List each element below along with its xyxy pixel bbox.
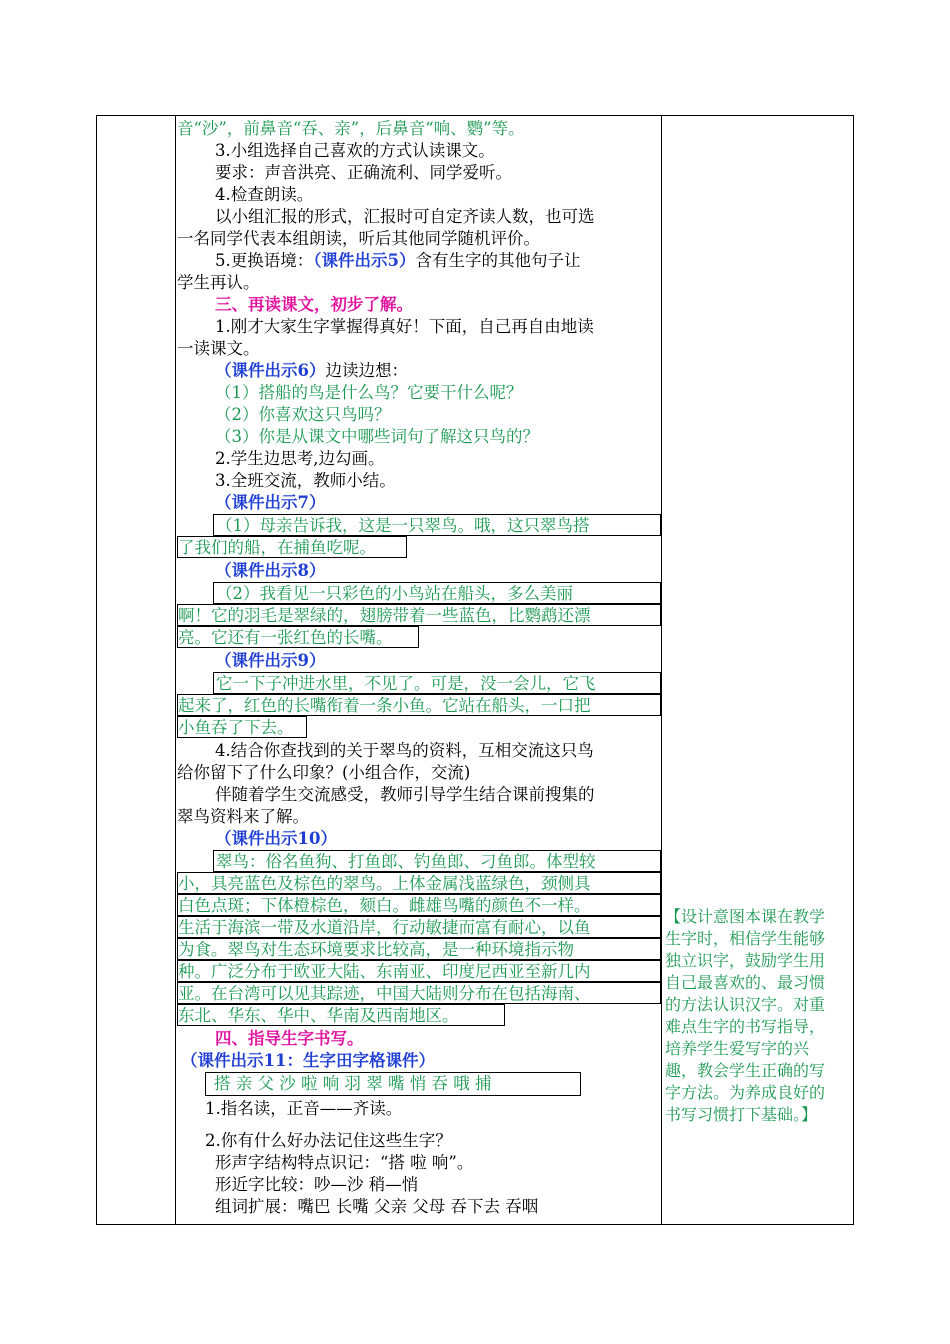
note-line: 独立识字，鼓励学生用 — [665, 951, 826, 970]
text-line: 1.刚才大家生字掌握得真好！下面，自己再自由地读 — [215, 317, 594, 336]
teaching-process-column — [177, 116, 661, 1224]
courseware-ref: （课件出示10） — [215, 829, 337, 848]
note-line: 书写习惯打下基础。】 — [665, 1105, 818, 1124]
note-line: 字方法。为养成良好的 — [665, 1083, 826, 1102]
text-line: 1.指名读，正音——齐读。 — [205, 1099, 403, 1118]
quote-line: 小鱼吞了下去。 — [177, 716, 307, 738]
note-line: 难点生字的书写指导， — [665, 1017, 826, 1036]
text-line: 4.结合你查找到的关于翠鸟的资料，互相交流这只鸟 — [215, 741, 594, 760]
section-title: 四、指导生字书写。 — [215, 1029, 364, 1048]
text-span: 含有生字的其他句子让 — [415, 251, 581, 270]
courseware-ref: （课件出示11：生字田字格课件） — [181, 1051, 435, 1070]
text-line: 形声字结构特点识记：“搭 啦 响”。 — [215, 1153, 474, 1172]
courseware-ref: （课件出示5） — [313, 251, 416, 270]
quote-line: 种。广泛分布于欧亚大陆、东南亚、印度尼西亚至新几内 — [177, 960, 661, 982]
courseware-ref: （课件出示6） — [215, 361, 326, 380]
quote-line: 东北、华东、华中、华南及西南地区。 — [177, 1004, 505, 1026]
text-line: 3.全班交流，教师小结。 — [215, 471, 396, 490]
quote-line: 它一下子冲进水里，不见了。可是，没一会儿，它飞 — [213, 672, 661, 694]
text-line: 翠鸟资料来了解。 — [177, 807, 309, 826]
question-2: （2）你喜欢这只鸟吗？ — [215, 405, 391, 424]
quote-line: （2）我看见一只彩色的小鸟站在船头，多么美丽 — [213, 582, 661, 604]
text-line: 学生再认。 — [177, 273, 260, 292]
text-line: 音“沙”，前鼻音“吞、亲”，后鼻音“响、鹦”等。 — [177, 119, 525, 138]
text-line: 一读课文。 — [177, 339, 260, 358]
design-intent-note — [665, 906, 853, 1126]
text-line: 伴随着学生交流感受，教师引导学生结合课前搜集的 — [215, 785, 595, 804]
quote-line: 白色点斑；下体橙棕色，颏白。雌雄鸟嘴的颜色不一样。 — [177, 894, 661, 916]
quote-line: 为食。翠鸟对生态环境要求比较高，是一种环境指示物 — [177, 938, 661, 960]
text-line: 一名同学代表本组朗读，听后其他同学随机评价。 — [177, 229, 540, 248]
text-line: 2.学生边思考,边勾画。 — [215, 449, 385, 468]
quote-line: 翠鸟：俗名鱼狗、打鱼郎、钓鱼郎、刁鱼郎。体型较 — [213, 850, 661, 872]
quote-line: 啊！它的羽毛是翠绿的，翅膀带着一些蓝色，比鹦鹉还漂 — [177, 604, 661, 626]
text-span: 5.更换语境： — [215, 251, 314, 270]
quote-line: 亮。它还有一张红色的长嘴。 — [177, 626, 419, 648]
quote-line: 小，具亮蓝色及棕色的翠鸟。上体金属浅蓝绿色，颈侧具 — [177, 872, 661, 894]
note-line: 的方法认识汉字。对重 — [665, 995, 826, 1014]
text-line — [215, 250, 580, 272]
design-intent-column — [663, 116, 853, 1224]
text-line: 4.检查朗读。 — [215, 185, 314, 204]
text-line: 2.你有什么好办法记住这些生字？ — [205, 1131, 452, 1150]
quote-line: 生活于海滨一带及水道沿岸，行动敏捷而富有耐心，以鱼 — [177, 916, 661, 938]
quote-line: （1）母亲告诉我，这是一只翠鸟。哦，这只翠鸟搭 — [213, 514, 661, 536]
quote-line: 起来了，红色的长嘴衔着一条小鱼。它站在船头，一口把 — [177, 694, 661, 716]
note-line: 培养学生爱写字的兴 — [665, 1039, 810, 1058]
character-grid — [205, 1072, 581, 1096]
section-title: 三、再读课文，初步了解。 — [215, 295, 413, 314]
character-list: 搭 亲 父 沙 啦 响 羽 翠 嘴 悄 吞 哦 捕 — [214, 1074, 492, 1093]
courseware-ref: （课件出示9） — [215, 651, 326, 670]
lesson-table — [96, 115, 854, 1225]
quote-line: 了我们的船，在捕鱼吃呢。 — [177, 536, 407, 558]
text-line: 给你留下了什么印象？(小组合作，交流) — [177, 763, 471, 782]
question-3: （3）你是从课文中哪些词句了解这只鸟的？ — [215, 427, 539, 446]
text-span: 边读边想： — [325, 361, 408, 380]
question-1: （1）搭船的鸟是什么鸟？它要干什么呢？ — [215, 383, 523, 402]
text-line: 以小组汇报的形式，汇报时可自定齐读人数，也可选 — [215, 207, 595, 226]
note-line: 【设计意图本课在教学 — [665, 907, 826, 926]
text-line: 要求：声音洪亮、正确流利、同学爱听。 — [215, 163, 512, 182]
courseware-ref: （课件出示8） — [215, 561, 326, 580]
text-line: 3.小组选择自己喜欢的方式认读课文。 — [215, 141, 495, 160]
note-line: 生字时，相信学生能够 — [665, 929, 826, 948]
text-line — [215, 360, 408, 382]
column-divider-left — [175, 116, 176, 1224]
note-line: 趣，教会学生正确的写 — [665, 1061, 826, 1080]
text-line: 形近字比较：吵—沙 稍—悄 — [215, 1175, 419, 1194]
note-line: 自己最喜欢的、最习惯 — [665, 973, 826, 992]
quote-line: 亚。在台湾可以见其踪迹，中国大陆则分布在包括海南、 — [177, 982, 661, 1004]
text-line: 组词扩展：嘴巴 长嘴 父亲 父母 吞下去 吞咽 — [215, 1197, 539, 1216]
column-divider-right — [661, 116, 662, 1224]
courseware-ref: （课件出示7） — [215, 493, 326, 512]
